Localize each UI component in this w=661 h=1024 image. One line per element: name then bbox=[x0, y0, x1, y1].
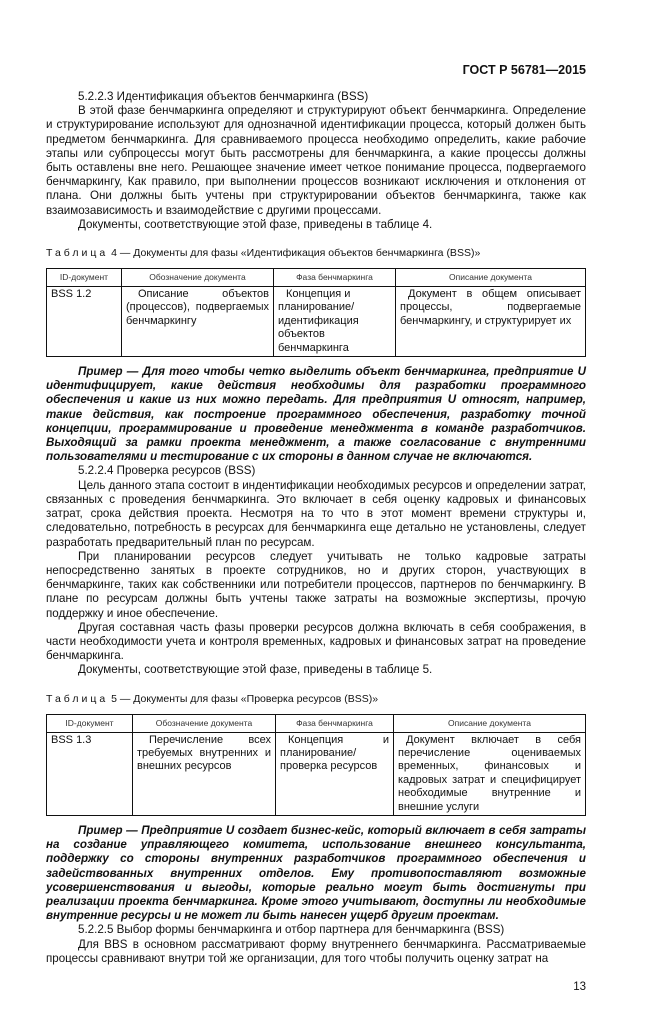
column-header: Фаза бенчмаркинга bbox=[274, 269, 396, 287]
paragraph: Другая составная часть фазы проверки ресурсов должна включать в себя соображения, в части необходимости учета и контроля временных, кадровых и финансовых затрат на проведение бенчмаркинга. bbox=[46, 620, 586, 663]
document-page bbox=[46, 0, 586, 1024]
table-cell: BSS 1.3 bbox=[47, 732, 133, 815]
example-text: Пример — Предприятие U создает бизнес-кейс, который включает в себя затраты на создание управляющего комитета, использование внешнего консультанта, поддержку со стороны внутренних разработчиков программного обеспечения и задействованных внутренних отделов. Ему противопоставляют возможные усовершенствования и выгоды, которые реально могут быть достигнуты при реализации проекта бенчмаркинга. Кроме этого учитывают, доступны ли необходимые внутренние ресурсы и не может ли быть нанесен ущерб другим проектам. bbox=[46, 823, 586, 923]
paragraph: Цель данного этапа состоит в индентификации необходимых ресурсов и определении затрат, связанных с проведения бенчмаркинга. Это включает в себя оценку кадровых и финансовых затрат, срока действия проекта. Несмотря на то что в этот момент времени структуры и, следовательно, потребность в ресурсах для бенчмаркинга еще детально не установлены, следует разработать предварительный план по ресурсам. bbox=[46, 478, 587, 549]
column-header: Обозначение документа bbox=[133, 714, 276, 732]
column-header: Обозначение документа bbox=[122, 269, 274, 287]
section-title: 5.2.2.4 Проверка ресурсов (BSS) bbox=[78, 464, 256, 478]
table-caption-text: 4 — Документы для фазы «Идентификация объектов бенчмаркинга (BSS)» bbox=[108, 247, 481, 260]
table-4 bbox=[46, 268, 586, 357]
table-label: Таблица bbox=[46, 692, 109, 705]
column-header: Фаза бенчмаркинга bbox=[276, 714, 394, 732]
paragraph: Документы, соответствующие этой фазе, приведены в таблице 5. bbox=[78, 663, 433, 677]
page-number: 13 bbox=[573, 981, 586, 993]
example-text: Пример — Для того чтобы четко выделить объект бенчмаркинга, предприятие U идентифицирует, какие действия необходимы для разработки программного обеспечения и какие из них можно передать. Для предприятия U относят, например, такие действия, как построение программного обеспечения, разработку точной концепции, программирование и проведение менеджмента в команде разработчиков. Выходящий за рамки проекта менеджмент, а также согласование с внутренними пользователями и тестирование с их стороны в данном случае не включаются. bbox=[46, 365, 586, 464]
table-cell: Документ в общем описывает процессы, подвергаемые бенчмаркингу, и структурирует их bbox=[396, 287, 586, 357]
table-cell: Описание объектов (процессов), подвергаемых бенчмаркингу bbox=[122, 287, 274, 357]
column-header: ID-документ bbox=[47, 714, 133, 732]
section-5-2-2-5 bbox=[46, 923, 586, 966]
paragraph: При планировании ресурсов следует учитывать не только кадровые затраты непосредственно занятых в проекте сотрудников, но и других сторон, участвующих в бенчмаркинге, таких как собственники или потребители процессов, партнеров по бенчмаркингу. В плане по ресурсам должны быть учтены также затраты на возможные экспертизы, прочую поддержку и иное обеспечение. bbox=[46, 549, 586, 620]
example-1 bbox=[46, 365, 586, 464]
table-row bbox=[47, 287, 586, 357]
standard-number: ГОСТ Р 56781—2015 bbox=[462, 63, 586, 77]
section-5-2-2-3 bbox=[46, 90, 586, 232]
table-header-row bbox=[47, 714, 586, 732]
table-header-row bbox=[47, 269, 586, 287]
table-label: Таблица bbox=[46, 247, 109, 260]
paragraph: Документы, соответствующие этой фазе, приведены в таблице 4. bbox=[78, 217, 433, 231]
section-title: 5.2.2.3 Идентификация объектов бенчмаркинга (BSS) bbox=[78, 90, 369, 103]
paragraph: В этой фазе бенчмаркинга определяют и структурируют объект бенчмаркинга. Определение и структурирование используют для однозначной идентификации процесса, который должен быть предметом бенчмаркинга. Для сравниваемого процесса необходимо определить, какие рабочие этапы или субпроцессы могут быть рассмотрены для бенчмаркинга, а какие процессы должны быть оставлены вне него. Решающее значение имеет четкое понимание процесса, подвергаемого бенчмаркингу, Как правило, при выполнении процессов возникают исключения и отклонения от плана. Они должны быть учтены при структурировании объектов бенчмаркинга, также как взаимозависимость и взаимодействие с другими процессами. bbox=[46, 104, 586, 217]
table-5 bbox=[46, 714, 586, 816]
table-row bbox=[47, 732, 586, 815]
column-header: Описание документа bbox=[396, 269, 586, 287]
table-cell: Документ включает в себя перечисление оцениваемых временных, финансовых и кадровых затрат и специфицирует необходимые внутренние и внешние услуги bbox=[394, 732, 586, 815]
section-title: 5.2.2.5 Выбор формы бенчмаркинга и отбор партнера для бенчмаркинга (BSS) bbox=[78, 923, 505, 937]
table-cell: Перечисление всех требуемых внутренних и внешних ресурсов bbox=[133, 732, 276, 815]
table-cell: Концепция и планирование/ идентификация объектов бенчмаркинга bbox=[274, 287, 396, 357]
section-5-2-2-4 bbox=[46, 464, 586, 677]
column-header: Описание документа bbox=[394, 714, 586, 732]
table-cell: Концепция и планирование/ проверка ресурсов bbox=[276, 732, 394, 815]
table-cell: BSS 1.2 bbox=[47, 287, 122, 357]
table-5-caption bbox=[46, 692, 586, 706]
table-4-caption bbox=[46, 246, 586, 260]
paragraph: Для BBS в основном рассматривают форму внутреннего бенчмаркинга. Рассматриваемые процессы сравнивают внутри той же организации, для того чтобы получить оценку затрат на bbox=[46, 937, 586, 965]
example-2 bbox=[46, 824, 586, 923]
table-caption-text: 5 — Документы для фазы «Проверка ресурсов (BSS)» bbox=[108, 692, 379, 705]
column-header: ID-документ bbox=[47, 269, 122, 287]
